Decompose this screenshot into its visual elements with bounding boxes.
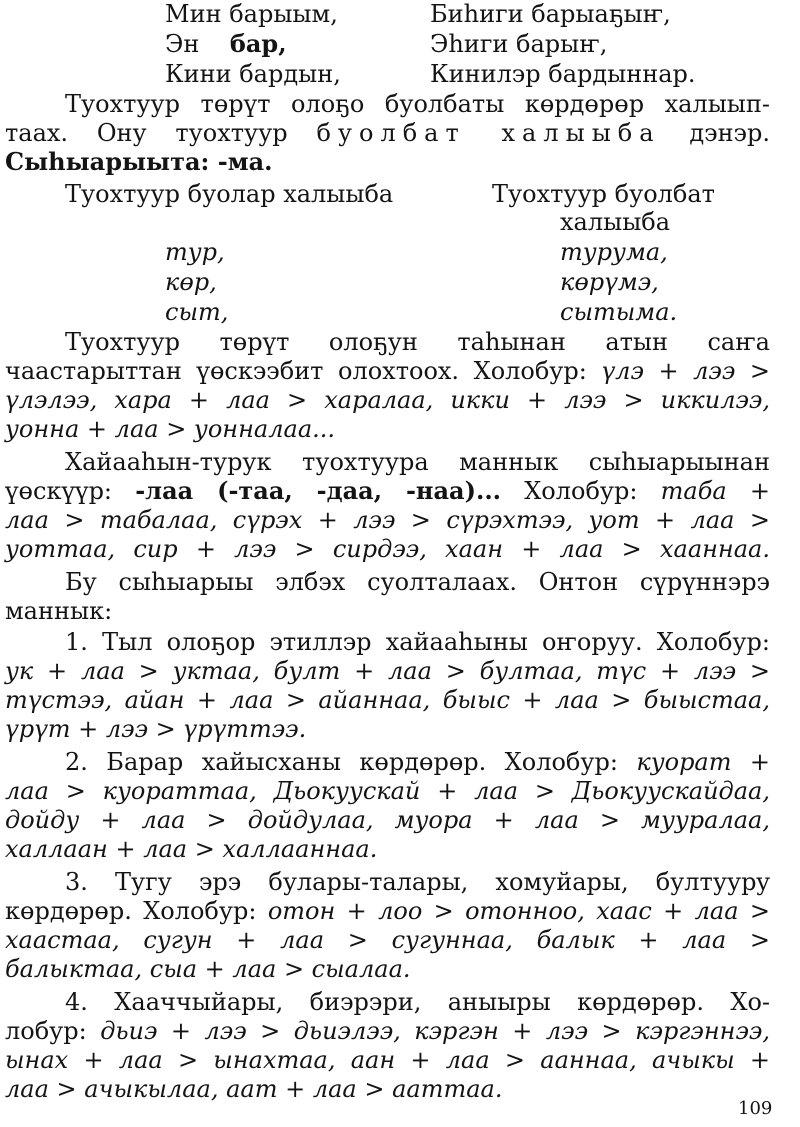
table-row-left: сыт, xyxy=(165,298,229,326)
item-2-line-4: халлаан + лаа > халлааннаа. xyxy=(5,835,378,863)
table-header-right-2: халыыба xyxy=(560,208,671,236)
p3-suffixes: -лаа (-таа, -даа, -наа)... xyxy=(135,476,502,505)
p3-line-2-d: таба + xyxy=(660,477,770,505)
item-3-line-2-a: көрдөрөр. Холобур: xyxy=(5,897,257,925)
p2-line-1: Туохтуур төрүт олоҕун таһынан атын саҥа xyxy=(65,328,770,356)
conj-left-2-verb: бар, xyxy=(229,29,287,58)
item-1-line-1: 1. Тыл олоҕор этиллэр хайааһыны оҥоруу. Холобур: xyxy=(65,628,770,656)
table-row-left: тур, xyxy=(165,238,225,266)
table-row-right: сытыма. xyxy=(560,298,678,326)
p1-line-3 xyxy=(5,148,272,176)
p2-line-4: уонна + лаа > уонналаа... xyxy=(5,415,336,443)
p3-line-2-c: Холобур: xyxy=(524,477,638,505)
page-number: 109 xyxy=(738,1098,773,1119)
table-header-right-1: Туохтуур буолбат xyxy=(492,180,715,208)
p1-line-2-c: дэнэр. xyxy=(689,119,770,147)
p3-line-1: Хайааһын-турук туохтуура маннык сыһыарыынан xyxy=(65,448,770,476)
item-3-line-3: хаастаа, сугун + лаа > сугуннаа, балык + лаа > xyxy=(5,926,770,954)
p3-line-2-a: үөскүүр: xyxy=(5,477,113,505)
conj-right-2: Эһиги барыҥ, xyxy=(430,30,608,58)
p3-line-4: уоттаа, сир + лээ > сирдээ, хаан + лаа > хааннаа. xyxy=(5,535,770,563)
p3-line-3: лаа > табалаа, сүрэх + лээ > сүрэхтээ, уот + лаа > xyxy=(5,506,770,534)
item-4-line-3: ынах + лаа > ынахтаа, аан + лаа > ааннаа, ачыкы + xyxy=(5,1046,770,1074)
conj-right-3: Кинилэр бардыннар. xyxy=(430,60,696,88)
conj-left-3: Кини бардын, xyxy=(165,60,341,88)
item-2-line-2: лаа > куораттаа, Дьокуускай + лаа > Дьокуускайдаа, xyxy=(5,777,770,805)
item-4-line-2-a: лобур: xyxy=(5,1017,87,1045)
p2-line-2 xyxy=(5,357,770,385)
conj-left-2 xyxy=(165,30,287,58)
item-1-line-2: ук + лаа > уктаа, булт + лаа > бултаа, түс + лээ > xyxy=(5,657,770,685)
conj-right-1: Биһиги барыаҕыҥ, xyxy=(430,0,671,28)
p4-line-2: маннык: xyxy=(5,597,113,625)
p1-line-1: Туохтуур төрүт олоҕо буолбаты көрдөрөр халыып- xyxy=(65,90,770,118)
p1-suffix: Сыһыарыыта: -ма. xyxy=(5,147,273,176)
item-1-line-4: үрүт + лээ > үрүттээ. xyxy=(5,715,307,743)
item-4-line-4: лаа > ачыкылаа, аат + лаа > ааттаа. xyxy=(5,1075,503,1103)
item-3-line-4: балыктаа, сыа + лаа > сыалаа. xyxy=(5,955,411,983)
item-4-line-2-b: дьиэ + лээ > дьиэлээ, кэргэн + лээ > кэргэннээ, xyxy=(100,1017,771,1045)
table-row-right: турума, xyxy=(560,238,668,266)
item-4-line-1: 4. Хааччыйары, биэрэри, аныыры көрдөрөр. Хо- xyxy=(65,988,770,1016)
conj-left-1: Мин барыым, xyxy=(165,0,338,28)
p1-line-2-a: таах. Ону туохтуур xyxy=(5,119,288,147)
item-2-line-1 xyxy=(65,748,770,776)
p2-line-2-a: чаастарыттан үөскээбит олохтоох. Холобур: xyxy=(5,357,587,385)
item-2-line-1-a: 2. Барар хайысханы көрдөрөр. Холобур: xyxy=(65,748,618,776)
table-row-left: көр, xyxy=(165,268,217,296)
p2-line-3: үлэлээ, хара + лаа > харалаа, икки + лээ > иккилээ, xyxy=(5,386,770,414)
p1-line-2 xyxy=(5,119,770,147)
item-3-line-2 xyxy=(5,897,770,925)
item-2-line-3: дойду + лаа > дойдулаа, муора + лаа > мууралаа, xyxy=(5,806,770,834)
p1-term: буолбат халыыба xyxy=(316,119,661,147)
item-2-line-1-b: куорат + xyxy=(636,748,771,776)
item-4-line-2 xyxy=(5,1017,770,1045)
table-row-right: көрүмэ, xyxy=(560,268,659,296)
item-3-line-1: 3. Тугу эрэ булары-талары, хомуйары, бултуурy xyxy=(65,868,770,896)
p3-line-2 xyxy=(5,477,770,505)
p4-line-1: Бу сыһыарыы элбэх суолталаах. Онтон сүрүннэрэ xyxy=(65,568,770,596)
p2-line-2-b: үлэ + лээ > xyxy=(601,357,770,385)
table-header-left: Туохтуур буолар халыыба xyxy=(65,180,394,208)
item-1-line-3: түстээ, айан + лаа > айаннаа, быыс + лаа > быыстаа, xyxy=(5,686,770,714)
conj-left-2-pronoun: Эн xyxy=(165,30,200,58)
item-3-line-2-b: отон + лоо > отонноо, хаас + лаа > xyxy=(267,897,770,925)
